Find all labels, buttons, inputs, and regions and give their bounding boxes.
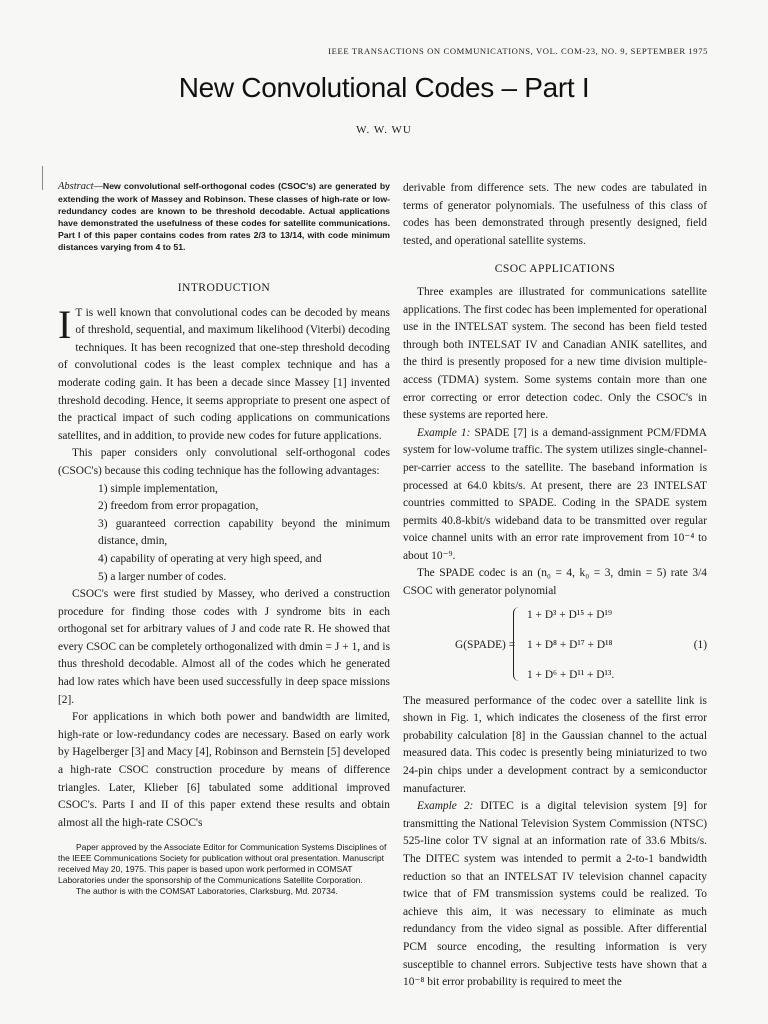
footnote (58, 842, 390, 897)
list-item: 5) a larger number of codes. (98, 570, 227, 583)
list-item: 2) freedom from error propagation, (98, 500, 259, 513)
footnote-approval: Paper approved by the Associate Editor for Communication Systems Disciplines of the IEEE Communications Society for publication without oral presentation. Manuscript received May 20, 1975. This paper is based upon work performed in COMSAT Laboratories under the sponsorship of the Communications Satellite Corporation. (58, 842, 387, 886)
equation-1 (403, 605, 707, 687)
intro-paragraph-4: For applications in which both power and bandwidth are limited, high-rate or low-redundancy codes are necessary. Based on early work by Hagelberger [3] and Macy [4], Robinson and Bernstein [5] developed a high-rate CSOC construction procedure by means of difference triangles. Later, Klieber [6] tabulated some additional improved CSOC's. Parts I and II of this paper extend these results and obtain almost all the high-rate CSOC's (58, 711, 390, 829)
example-1-label: Example 1: (417, 426, 471, 439)
equation-row: 1 + D⁸ + D¹⁷ + D¹⁸ (527, 638, 613, 651)
right-paragraph-0: derivable from difference sets. The new codes are tabulated in terms of generator polynomials. The usefulness of this class of codes has been demonstrated through presently designed, field tested, and operational satellite systems. (403, 182, 707, 247)
equation-brace (513, 607, 524, 681)
equation-row: 1 + D³ + D¹⁵ + D¹⁹ (527, 608, 612, 621)
list-item: 4) capability of operating at very high speed, and (98, 552, 322, 565)
performance-paragraph: The measured performance of the codec over a satellite link is shown in Fig. 1, which indicates the closeness of the first error probability calculation [8] in the Gaussian channel to the actual measured data. This codec is presently being miniaturized to two 24-pin chips under a development contract by a semiconductor manufacturer. (403, 694, 707, 795)
abstract-text: New convolutional self-orthogonal codes (CSOC's) are generated by extending the work of Massey and Robinson. These classes of high-rate or low-redundancy codes are known to be threshold decodable. Actual applications have demonstrated the usefulness of these codes for satellite communications. Part I of this paper contains codes from rates 2/3 to 13/14, with code minimum distances varying from 4 to 51. (58, 181, 390, 252)
example-2-label: Example 2: (417, 800, 474, 813)
equation-number: (1) (693, 638, 707, 651)
advantages-list (58, 481, 390, 587)
list-item: 1) simple implementation, (98, 482, 218, 495)
equation-row: 1 + D⁶ + D¹¹ + D¹³. (527, 668, 615, 681)
spade-paragraph: The SPADE codec is an (n₀ = 4, k₀ = 3, dmin = 5) rate 3/4 CSOC with generator polynomial (403, 567, 707, 598)
example-1-text: SPADE [7] is a demand-assignment PCM/FDMA system for low-volume traffic. The system utilizes single-channel-per-carrier access to the satellite. The baseband information is processed at 64.0 kbits/s. At present, there are 23 INTELSAT countries committed to SPADE. Coding in the SPADE system permits 40.8-kbit/s wideband data to be transmitted over regular voice channel units with an error rate improvement from 10⁻⁴ to about 10⁻⁹. (403, 426, 708, 562)
paper-title: New Convolutional Codes – Part I (178, 72, 590, 103)
footnote-affiliation: The author is with the COMSAT Laboratories, Clarksburg, Md. 20734. (76, 886, 338, 897)
left-column (58, 180, 390, 897)
example-1-paragraph (403, 425, 707, 566)
running-head: IEEE TRANSACTIONS ON COMMUNICATIONS, VOL. COM-23, NO. 9, SEPTEMBER 1975 (328, 46, 708, 56)
author-name: W. W. WU (356, 124, 412, 136)
equation-lhs: G(SPADE) = (455, 638, 516, 651)
section-heading-introduction: INTRODUCTION (177, 281, 271, 294)
abstract (58, 180, 390, 253)
example-2-text: DITEC is a digital television system [9] for transmitting the National Television System Commission (NTSC) 525-line color TV signal at an information rate of 33.6 Mbits/s. The DITEC system was intended to permit a 2-to-1 bandwidth reduction so that an INTELSAT IV television channel capacity twice that of FM transmission systems could be realized. To achieve this aim, it was necessary to eliminate as much redundancy from the video signal as possible. After differential PCM source encoding, the resulting information is very susceptible to channel errors. Subjective tests have shown that a 10⁻⁸ bit error probability is required to meet the (403, 800, 707, 989)
abstract-label: Abstract— (58, 181, 103, 192)
dropcap: I (58, 301, 72, 347)
intro-paragraph-3: CSOC's were first studied by Massey, who derived a construction procedure for finding those codes with J syndrome bits in each orthogonal set for arbitrary values of J and code rate R. He showed that every CSOC can be completely orthogonalized with dmin = J + 1, and is thus threshold decodable. Almost all of the codes which he generated had low rates which have been used successfully in deep space missions [2]. (58, 588, 390, 706)
intro-paragraph-1-text: T is well known that convolutional codes can be decoded by means of threshold, sequential, and maximum likelihood (Viterbi) decoding techniques. It has been recognized that one-step threshold decoding of convolutional codes is the least complex technique and has a moderate coding gain. It has been a decade since Massey [1] invented threshold decoding. Hence, it seems appropriate to present one aspect of the practical impact of such coding applications on communications satellites, and in addition, to provide new codes for future applications. (58, 306, 390, 442)
example-2-paragraph (403, 798, 707, 992)
intro-paragraph-2: This paper considers only convolutional self-orthogonal codes (CSOC's) because this coding technique has the following advantages: (58, 447, 390, 477)
section-heading-csoc-applications: CSOC APPLICATIONS (494, 262, 616, 276)
margin-mark (42, 166, 43, 190)
applications-paragraph: Three examples are illustrated for communications satellite applications. The first codec has been implemented for operational use in the INTELSAT system. The second has been field tested through both INTELSAT IV and Canadian ANIK satellites, and the third is presently proposed for a new time division multiple-access (TDMA) system. Some systems contain more than one error correcting or error detection codec. Only the CSOC's in these systems are reported here. (403, 285, 707, 422)
right-column (403, 180, 707, 992)
list-item: 3) guaranteed correction capability beyond the minimum distance, dmin, (98, 517, 390, 548)
intro-paragraph-1 (58, 301, 390, 446)
